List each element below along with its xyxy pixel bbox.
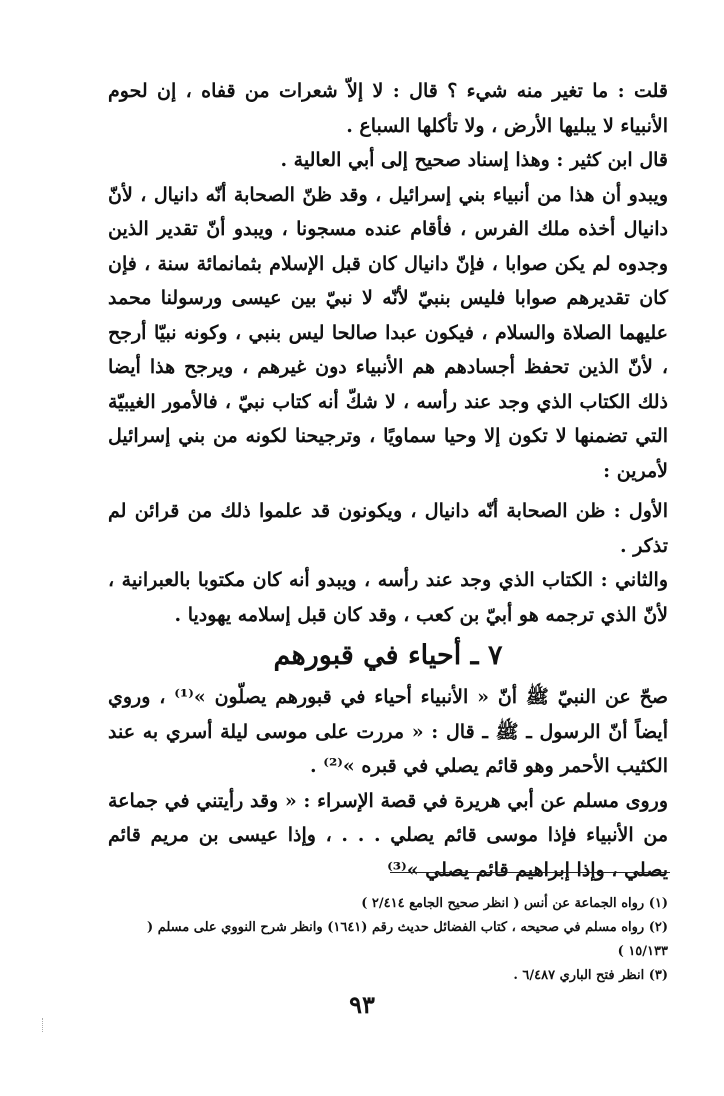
footnote: (١) رواه الجماعة عن أنس ( انظر صحيح الجامع ٢/٤١٤ ) — [361, 896, 668, 911]
paragraph: والثاني : الكتاب الذي وجد عند رأسه ، ويبدو أنه كان مكتوبا بالعبرانية ، لأنّ الذي ترجمه هو أبيّ بن كعب ، وقد كان قبل إسلامه يهوديا . — [108, 569, 668, 626]
page-number: ٩٣ — [349, 990, 375, 1019]
paragraph: صحّ عن النبيّ ﷺ أنّ « الأنبياء أحياء في قبورهم يصلّون »⁽¹⁾ ، وروي أيضاً أنّ الرسول ـ ﷺ ـ قال : « مررت على موسى ليلة أسري به عند الكثيب الأحمر وهو قائم يصلي في قبره »⁽²⁾ . — [108, 686, 668, 777]
footnote: (٢) رواه مسلم في صحيحه ، كتاب الفضائل حديث رقم (١٦٤١) وانظر شرح النووي على مسلم ( ١٥/١٣٣ ) — [147, 920, 668, 959]
paragraph: ويبدو أن هذا من أنبياء بني إسرائيل ، وقد ظنّ الصحابة أنّه دانيال ، لأنّ دانيال أخذه ملك الفرس ، فأقام عنده مسجونا ، ويبدو أنّ تقدير الذين وجدوه لم يكن صوابا ، فإنّ دانيال كان قبل الإسلام بثمانمائة سنة ، فإن كان تقديرهم صوابا فليس بنبيّ لأنّه لا نبيّ بين عيسى ورسولنا محمد عليهما الصلاة والسلام ، فيكون عبدا صالحا ليس بنبي ، وكونه نبيّا أرجح ، لأنّ الذين تحفظ أجسادهم هم الأنبياء دون غيرهم ، ويرجح هذا أيضا ذلك الكتاب الذي وجد عند رأسه ، لا شكّ أنه كتاب نبيّ ، فالأمور الغيبيّة التي تضمنها لا تكون إلا وحيا سماويًا ، وترجيحنا لكونه من بني إسرائيل لأمرين : — [108, 183, 668, 482]
section-heading: ٧ ـ أحياء في قبورهم — [273, 640, 503, 671]
footnote: (٣) انظر فتح الباري ٦/٤٨٧ . — [513, 968, 668, 983]
footnotes — [108, 892, 668, 988]
paragraph: قال ابن كثير : وهذا إسناد صحيح إلى أبي العالية . — [280, 149, 668, 171]
margin-mark — [42, 1018, 49, 1032]
paragraph: قلت : ما تغير منه شيء ؟ قال : لا إلاّ شعرات من قفاه ، إن لحوم الأنبياء لا يبليها الأرض ، ولا تأكلها السباع . — [108, 80, 668, 137]
footnote-divider — [390, 872, 670, 873]
page-body — [108, 74, 668, 887]
paragraph: الأول : ظن الصحابة أنّه دانيال ، ويكونون قد علموا ذلك من قرائن لم تذكر . — [108, 500, 668, 557]
paragraph: وروى مسلم عن أبي هريرة في قصة الإسراء : « وقد رأيتني في جماعة من الأنبياء فإذا موسى قائم يصلي . . . ، وإذا عيسى بن مريم قائم يصلي ، وإذا إبراهيم قائم يصلي »⁽³⁾ — [108, 789, 668, 881]
